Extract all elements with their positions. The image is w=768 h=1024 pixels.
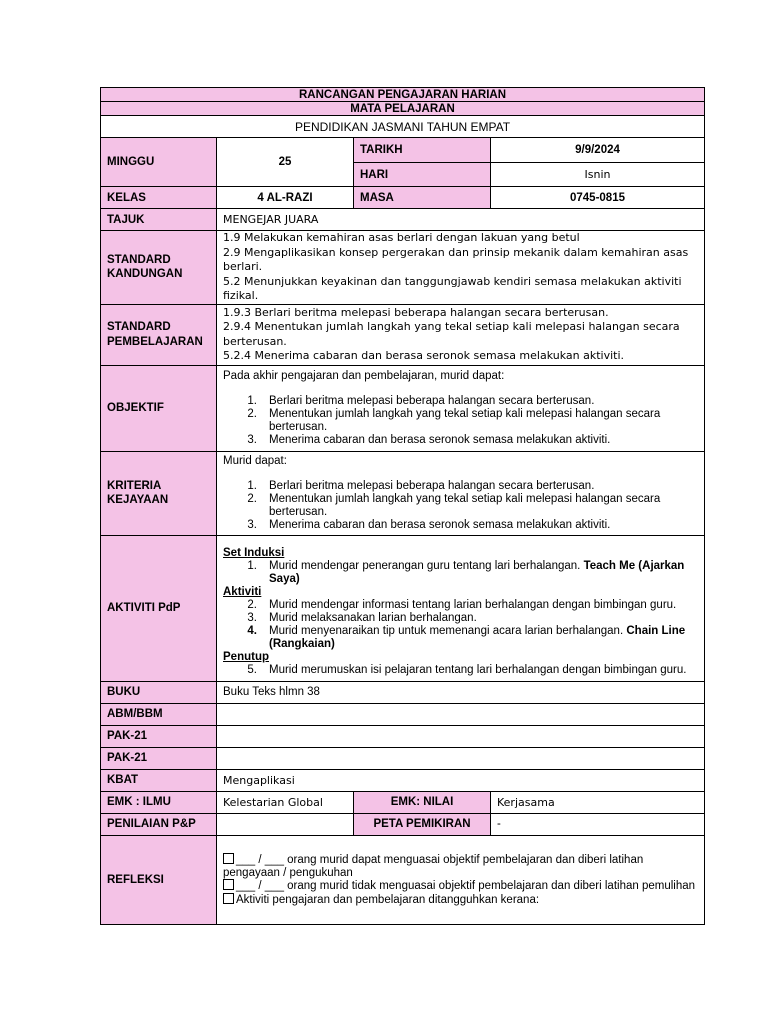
kriteria-label-1: KRITERIA [107,479,162,492]
pak21-value [217,747,705,769]
refleksi-text: Aktiviti pengajaran dan pembelajaran ditangguhkan kerana: [236,893,540,906]
list-item [223,434,698,447]
abm-label: ABM/BBM [101,703,217,725]
standard-pembelajaran-label [101,304,217,365]
kelas-label: KELAS [101,187,217,209]
refleksi-text: ___ / ___ orang murid tidak menguasai objektif pembelajaran dan diberi latihan pemulihan [236,880,696,892]
kriteria-content [217,451,705,535]
list-text: Murid mendengar informasi tentang larian berhalangan dengan bimbingan guru. [269,599,677,611]
pak21-label: PAK-21 [101,747,217,769]
list-num: 3. [247,612,257,624]
pak21-label: PAK-21 [101,725,217,747]
refleksi-line [223,879,698,893]
list-text: Menentukan jumlah langkah yang tekal setiap kali melepasi halangan secara berterusan. [269,492,661,518]
tarikh-label: TARIKH [354,138,491,163]
kriteria-label [101,451,217,535]
list-num: 1. [247,394,257,407]
penilaian-value [217,813,354,835]
minggu-value: 25 [217,138,354,187]
sk-line: 5.2 Menunjukkan keyakinan dan tanggungjawab kendiri semasa melakukan aktiviti fizikal. [223,274,682,302]
list-item [223,519,698,532]
list-item [223,612,698,625]
standard-kandungan-label [101,231,217,305]
list-num: 2. [247,407,257,420]
kriteria-intro: Murid dapat: [223,455,287,468]
standard-kandungan-label-1: STANDARD [107,253,171,266]
header-title: RANCANGAN PENGAJARAN HARIAN [101,88,705,102]
aktiviti-label: AKTIVITI PdP [101,535,217,681]
list-num: 1. [247,560,257,572]
checkbox[interactable] [223,853,234,864]
pak21-value [217,725,705,747]
list-item [223,560,698,586]
refleksi-content [217,835,705,924]
list-text: Menentukan jumlah langkah yang tekal setiap kali melepasi halangan secara berterusan. [269,407,661,433]
tajuk-value: MENGEJAR JUARA [217,209,705,231]
list-num: 2. [247,492,257,505]
standard-pembelajaran-content [217,304,705,365]
emk-nilai-label: EMK: NILAI [354,791,491,813]
hari-value: Isnin [491,163,705,187]
list-num: 2. [247,599,257,611]
penilaian-label: PENILAIAN P&P [101,813,217,835]
lesson-plan-table [100,87,705,925]
buku-label: BUKU [101,681,217,703]
list-num: 5. [247,664,257,676]
sk-line: 2.9 Mengaplikasikan konsep pergerakan dan prinsip mekanik dalam kemahiran asas berlari. [223,245,689,273]
objektif-label: OBJEKTIF [101,365,217,451]
list-item [223,599,698,612]
buku-value: Buku Teks hlmn 38 [217,681,705,703]
penutup-heading: Penutup [223,651,269,663]
emk-nilai-value: Kerjasama [491,791,705,813]
emk-ilmu-label: EMK : ILMU [101,791,217,813]
list-num: 3. [247,433,257,446]
objektif-intro: Pada akhir pengajaran dan pembelajaran, murid dapat: [223,370,505,383]
kbat-label: KBAT [101,769,217,791]
standard-pembelajaran-label-1: STANDARD [107,321,171,333]
objektif-content [217,365,705,451]
refleksi-label: REFLEKSI [101,835,217,924]
standard-kandungan-label-2: KANDUNGAN [107,268,183,281]
list-text: Menerima cabaran dan berasa seronok semasa melakukan aktiviti. [269,518,611,531]
sp-line: 1.9.3 Berlari beritma melepasi beberapa halangan secara berterusan. [223,305,609,319]
checkbox[interactable] [223,879,234,890]
tajuk-label: TAJUK [101,209,217,231]
standard-kandungan-content [217,231,705,305]
peta-pemikiran-value: - [491,813,705,835]
kelas-value: 4 AL-RAZI [217,187,354,209]
pak21-strategy: Teach Me (Ajarkan Saya) [269,560,685,585]
refleksi-text: ___ / ___ orang murid dapat menguasai objektif pembelajaran dan diberi latihan pengayaan / pengukuhan [223,854,644,879]
checkbox[interactable] [223,893,234,904]
list-item [223,480,698,493]
list-text: Berlari beritma melepasi beberapa halangan secara berterusan. [269,479,595,492]
standard-pembelajaran-label-2: PEMBELAJARAN [107,335,203,348]
masa-label: MASA [354,187,491,209]
sp-line: 2.9.4 Menentukan jumlah langkah yang tekal setiap kali melepasi halangan secara berterusan. [223,320,680,348]
list-num: 3. [247,518,257,531]
list-text: Murid merumuskan isi pelajaran tentang lari berhalangan dengan bimbingan guru. [269,664,687,676]
aktiviti-content [217,535,705,681]
list-text: Berlari beritma melepasi beberapa halangan secara berterusan. [269,394,595,407]
list-item [223,408,698,434]
list-item [223,625,698,651]
sp-line: 5.2.4 Menerima cabaran dan berasa seronok semasa melakukan aktiviti. [223,349,625,362]
set-induksi-heading: Set Induksi [223,547,285,559]
list-num: 1. [247,479,257,492]
list-text: Murid mendengar penerangan guru tentang lari berhalangan. [269,560,584,572]
list-text: Murid menyenaraikan tip untuk memenangi acara larian berhalangan. [269,625,627,637]
subject-name: PENDIDIKAN JASMANI TAHUN EMPAT [101,116,705,138]
masa-value: 0745-0815 [491,187,705,209]
emk-ilmu-value: Kelestarian Global [217,791,354,813]
refleksi-line [223,893,698,907]
list-item [223,493,698,519]
aktiviti-heading: Aktiviti [223,586,262,598]
minggu-label: MINGGU [101,138,217,187]
peta-pemikiran-label: PETA PEMIKIRAN [354,813,491,835]
pak21-strategy: Chain Line (Rangkaian) [269,625,686,650]
list-text: Murid melaksanakan larian berhalangan. [269,612,477,624]
kriteria-label-2: KEJAYAAN [107,494,169,506]
list-item [223,395,698,408]
list-num: 4. [247,625,257,637]
refleksi-line [223,853,698,879]
abm-value [217,703,705,725]
list-text: Menerima cabaran dan berasa seronok semasa melakukan aktiviti. [269,433,611,446]
sk-line: 1.9 Melakukan kemahiran asas berlari dengan lakuan yang betul [223,231,580,244]
kbat-value: Mengaplikasi [217,769,705,791]
tarikh-value: 9/9/2024 [491,138,705,163]
hari-label: HARI [354,163,491,187]
list-item [223,664,698,677]
header-subject-label: MATA PELAJARAN [101,102,705,116]
